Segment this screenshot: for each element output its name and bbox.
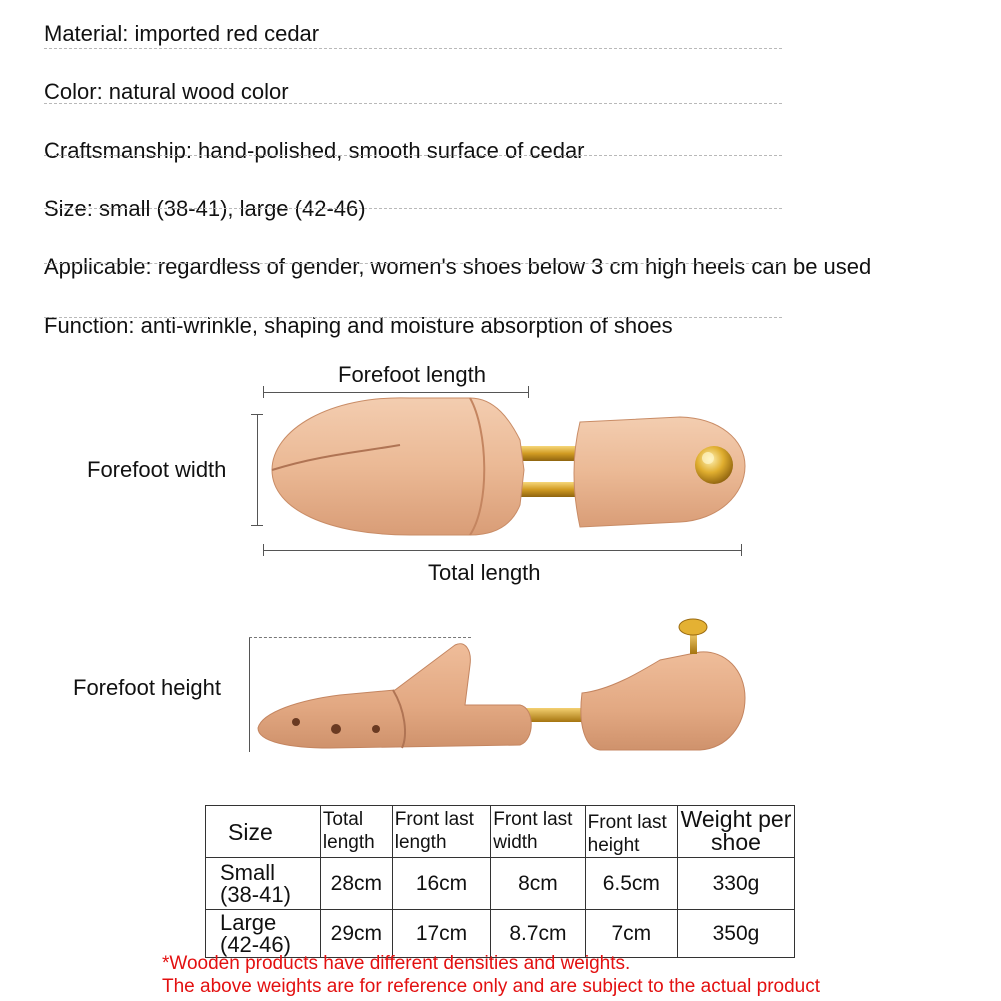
header-front-last-length: Front last length	[392, 806, 491, 858]
spec-craftsmanship: Craftsmanship: hand-polished, smooth surface of cedar	[44, 138, 585, 163]
forefoot-width-label: Forefoot width	[87, 457, 227, 482]
spec-material: Material: imported red cedar	[44, 21, 320, 46]
brass-rod	[525, 708, 587, 722]
cell-front-width: 8cm	[491, 858, 585, 910]
cell-total-length: 29cm	[320, 910, 392, 958]
forefoot-length-label: Forefoot length	[338, 362, 486, 387]
header-weight: Weight per shoe	[677, 806, 794, 858]
cell-front-height: 6.5cm	[585, 858, 677, 910]
cell-front-length: 16cm	[392, 858, 491, 910]
knob-cap	[679, 619, 707, 635]
table-row	[206, 858, 795, 910]
spec-size: Size: small (38-41), large (42-46)	[44, 196, 366, 221]
cell-weight: 350g	[677, 910, 794, 958]
vent-hole	[331, 724, 341, 734]
spec-function: Function: anti-wrinkle, shaping and moisture absorption of shoes	[44, 313, 673, 338]
cell-weight: 330g	[677, 858, 794, 910]
density-note: *Wooden products have different densities and weights.	[162, 953, 631, 974]
header-total-length: Total length	[320, 806, 392, 858]
header-size: Size	[206, 806, 321, 858]
cell-size: Small (38-41)	[206, 858, 321, 910]
header-front-last-height: Front last height	[585, 806, 677, 858]
cell-front-width: 8.7cm	[491, 910, 585, 958]
heel-piece-side	[581, 652, 745, 750]
vent-hole	[372, 725, 380, 733]
total-length-label: Total length	[428, 560, 541, 585]
spec-color: Color: natural wood color	[44, 79, 289, 104]
cell-front-length: 17cm	[392, 910, 491, 958]
forefoot-height-label: Forefoot height	[73, 675, 221, 700]
table-header-row	[206, 806, 795, 858]
cell-size: Large (42-46)	[206, 910, 321, 958]
header-front-last-width: Front last width	[491, 806, 585, 858]
cell-front-height: 7cm	[585, 910, 677, 958]
cell-total-length: 28cm	[320, 858, 392, 910]
table-row	[206, 910, 795, 958]
front-last-side	[258, 644, 531, 748]
size-spec-table	[205, 805, 795, 958]
vent-hole	[292, 718, 300, 726]
reference-note: The above weights are for reference only and are subject to the actual product	[162, 976, 821, 997]
spec-applicable: Applicable: regardless of gender, women's shoes below 3 cm high heels can be used	[44, 254, 872, 279]
